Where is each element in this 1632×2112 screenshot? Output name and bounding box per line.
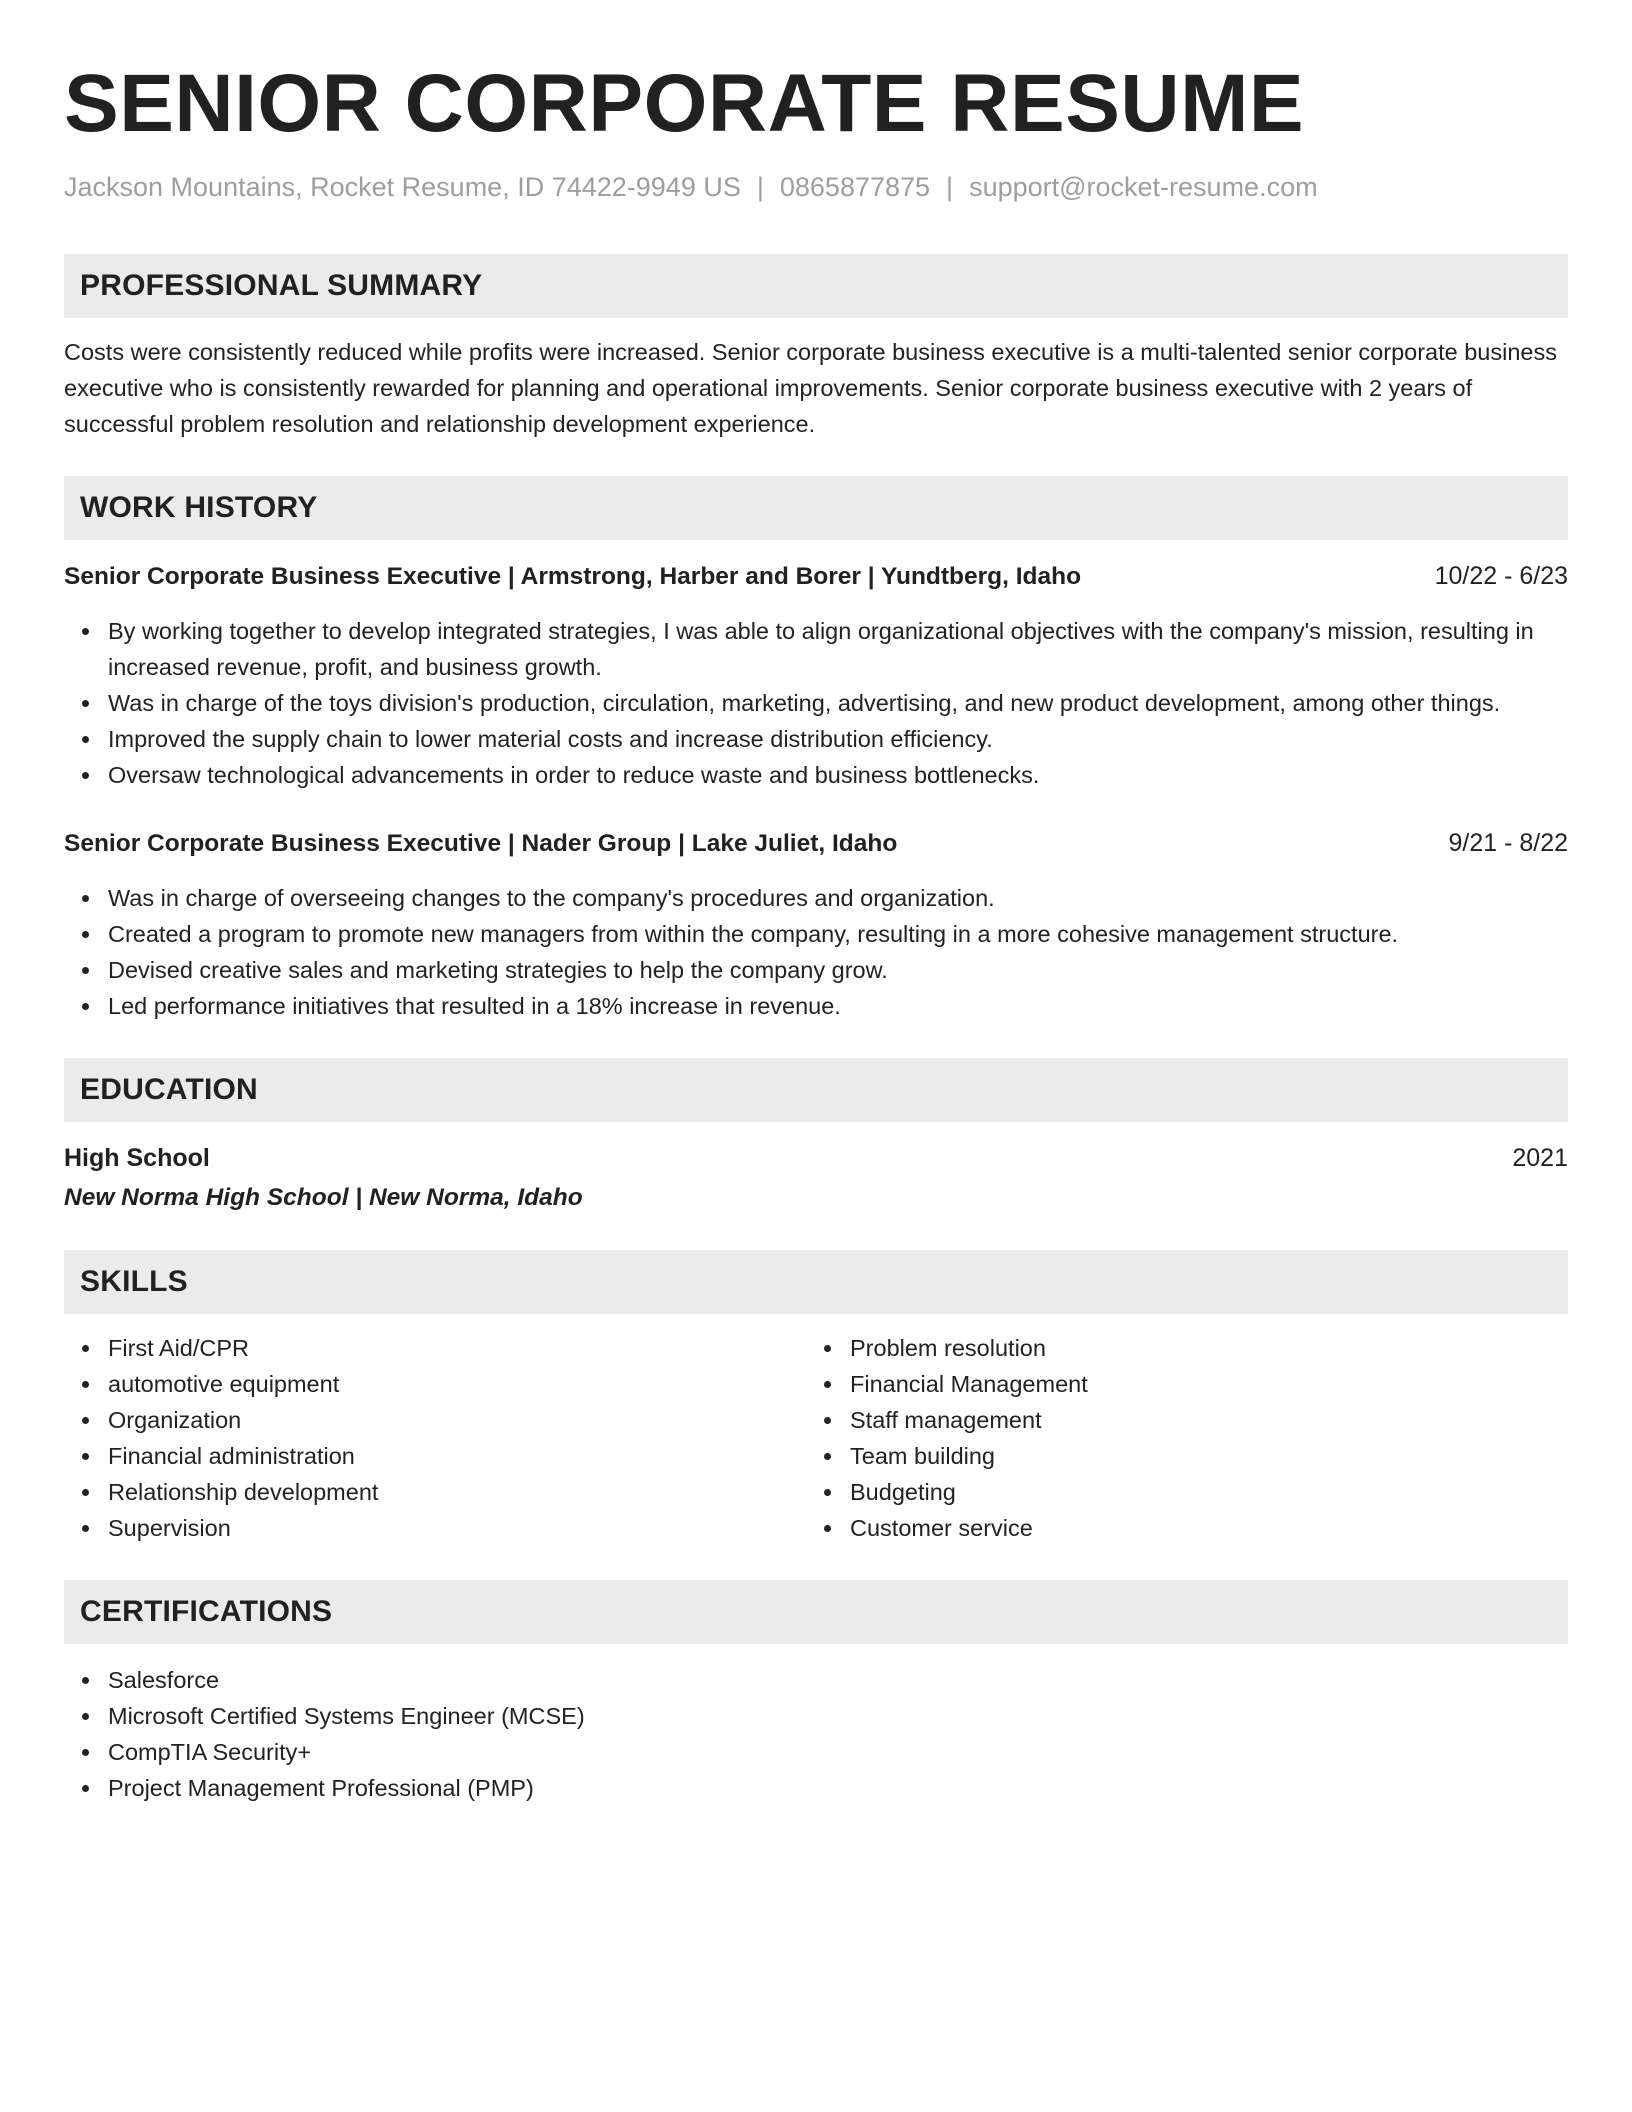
skills-list: [806, 1330, 1548, 1546]
skills-column-right: [806, 1330, 1548, 1546]
contact-line: [64, 170, 1568, 204]
job-bullets: [64, 613, 1568, 793]
job-dates: 9/21 - 8/22: [1448, 829, 1568, 857]
skill-item: Financial Management: [850, 1366, 1548, 1402]
job-title: Senior Corporate Business Executive | Armstrong, Harber and Borer | Yundtberg, Idaho: [64, 563, 1082, 590]
skill-item: Staff management: [850, 1402, 1548, 1438]
skill-item: Customer service: [850, 1510, 1548, 1546]
job-bullet: Was in charge of the toys division's production, circulation, marketing, advertising, and new product development, among other things.: [108, 685, 1568, 721]
certification-item: CompTIA Security+: [108, 1734, 1568, 1770]
section-heading-education: EDUCATION: [64, 1058, 1568, 1122]
job-header: [64, 558, 1568, 595]
skill-item: automotive equipment: [108, 1366, 806, 1402]
section-heading-certifications: CERTIFICATIONS: [64, 1580, 1568, 1644]
skills-column-left: [64, 1330, 806, 1546]
job-title: Senior Corporate Business Executive | Nader Group | Lake Juliet, Idaho: [64, 830, 898, 857]
skill-item: Problem resolution: [850, 1330, 1548, 1366]
job-bullet: Oversaw technological advancements in order to reduce waste and business bottlenecks.: [108, 757, 1568, 793]
job-entry: [64, 825, 1568, 1024]
skills-list: [64, 1330, 806, 1546]
resume-title: SENIOR CORPORATE RESUME: [64, 58, 1305, 149]
certification-item: Microsoft Certified Systems Engineer (MCSE): [108, 1698, 1568, 1734]
section-heading-work-history: WORK HISTORY: [64, 476, 1568, 540]
job-header: [64, 825, 1568, 862]
contact-phone: 0865877875: [779, 172, 931, 202]
certifications-list: [64, 1662, 1568, 1806]
job-bullet: Was in charge of overseeing changes to the company's procedures and organization.: [108, 880, 1568, 916]
job-bullet: Led performance initiatives that resulted in a 18% increase in revenue.: [108, 988, 1568, 1024]
job-bullet: Created a program to promote new managers from within the company, resulting in a more cohesive management structure.: [108, 916, 1568, 952]
section-heading-summary: PROFESSIONAL SUMMARY: [64, 254, 1568, 318]
education-school: New Norma High School | New Norma, Idaho: [64, 1184, 583, 1211]
skills-grid: [64, 1330, 1568, 1546]
certification-item: Salesforce: [108, 1662, 1568, 1698]
education-year: 2021: [1512, 1144, 1568, 1172]
skill-item: Budgeting: [850, 1474, 1548, 1510]
skill-item: Team building: [850, 1438, 1548, 1474]
skill-item: Relationship development: [108, 1474, 806, 1510]
summary-text: Costs were consistently reduced while profits were increased. Senior corporate business executive is a multi-talented senior corporate business executive who is consistently rewarded for planning and operational improvements. Senior corporate business executive with 2 years of successful problem resolution and relationship development experience.: [64, 339, 1557, 437]
skill-item: Organization: [108, 1402, 806, 1438]
job-dates: 10/22 - 6/23: [1434, 562, 1568, 590]
section-heading-skills: SKILLS: [64, 1250, 1568, 1314]
education-degree: High School: [64, 1144, 210, 1172]
contact-email: support@rocket-resume.com: [969, 172, 1318, 202]
job-bullet: By working together to develop integrated strategies, I was able to align organizational objectives with the company's mission, resulting in increased revenue, profit, and business growth.: [108, 613, 1568, 685]
contact-address: Jackson Mountains, Rocket Resume, ID 74422-9949 US: [64, 172, 741, 202]
contact-separator: |: [756, 172, 764, 202]
resume-page: [64, 0, 1568, 1806]
skill-item: First Aid/CPR: [108, 1330, 806, 1366]
job-bullet: Improved the supply chain to lower material costs and increase distribution efficiency.: [108, 721, 1568, 757]
certification-item: Project Management Professional (PMP): [108, 1770, 1568, 1806]
contact-separator: |: [946, 172, 954, 202]
job-bullet: Devised creative sales and marketing strategies to help the company grow.: [108, 952, 1568, 988]
job-entry: [64, 558, 1568, 793]
skill-item: Supervision: [108, 1510, 806, 1546]
skill-item: Financial administration: [108, 1438, 806, 1474]
job-bullets: [64, 880, 1568, 1024]
education-header: [64, 1140, 1568, 1176]
